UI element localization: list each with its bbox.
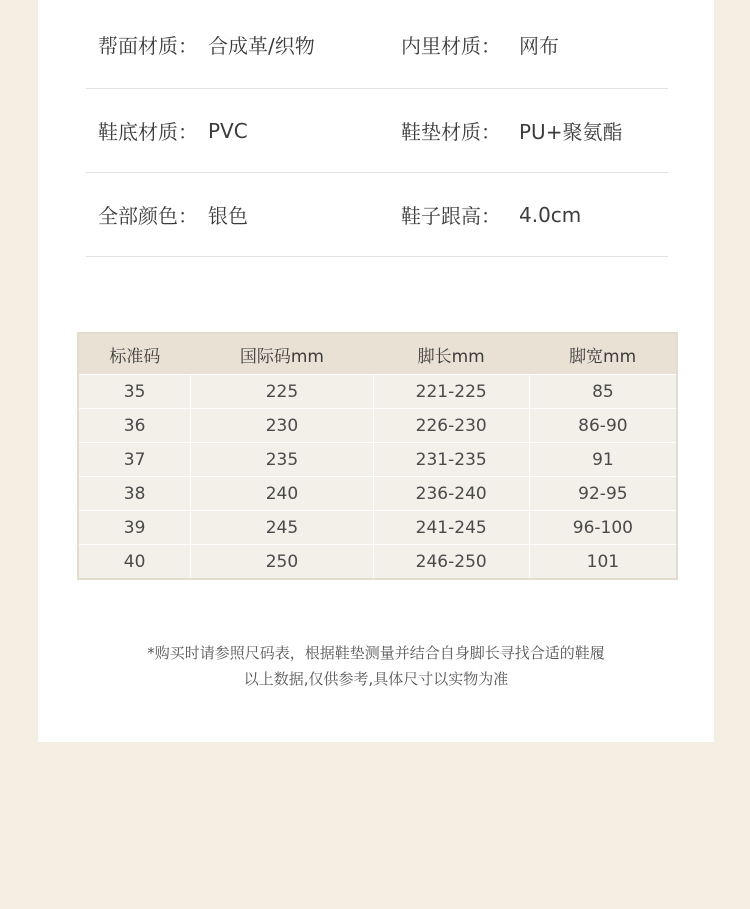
- size-note-line: *购买时请参照尺码表，根据鞋垫测量并结合自身脚长寻找合适的鞋履: [147, 644, 605, 662]
- spec-label: 鞋垫材质：: [401, 120, 501, 144]
- table-cell: 241-245: [373, 511, 529, 545]
- table-cell: 35: [78, 375, 191, 409]
- spec-label: 全部颜色：: [98, 204, 198, 228]
- spec-label: 鞋底材质：: [98, 120, 198, 144]
- table-row: [78, 511, 677, 545]
- table-cell: 250: [191, 545, 373, 580]
- table-cell: 226-230: [373, 409, 529, 443]
- table-cell: 38: [78, 477, 191, 511]
- table-cell: 39: [78, 511, 191, 545]
- product-info-panel: [38, 0, 714, 742]
- spec-row: [86, 89, 668, 173]
- spec-label: 内里材质：: [401, 33, 501, 58]
- table-row: [78, 443, 677, 477]
- spec-label: 鞋子跟高：: [401, 204, 501, 228]
- size-note-line: 以上数据,仅供参考,具体尺寸以实物为准: [243, 670, 509, 688]
- table-cell: 230: [191, 409, 373, 443]
- spec-value: 4.0cm: [519, 202, 582, 227]
- spec-value: PU+聚氨酯: [519, 120, 623, 144]
- size-chart-header-row: [78, 333, 677, 375]
- table-cell: 246-250: [373, 545, 529, 580]
- table-cell: 231-235: [373, 443, 529, 477]
- size-note: [38, 640, 714, 692]
- spec-lining-material: [401, 0, 559, 88]
- table-cell: 225: [191, 375, 373, 409]
- table-cell: 236-240: [373, 477, 529, 511]
- spec-value: PVC: [208, 118, 248, 143]
- spec-value: 合成革/织物: [208, 33, 315, 58]
- table-row: [78, 375, 677, 409]
- table-cell: 96-100: [529, 511, 677, 545]
- table-row: [78, 409, 677, 443]
- table-row: [78, 477, 677, 511]
- table-cell: 40: [78, 545, 191, 580]
- table-cell: 235: [191, 443, 373, 477]
- spec-value: 网布: [519, 33, 559, 58]
- column-header-international-size: 国际码mm: [191, 333, 373, 375]
- table-cell: 245: [191, 511, 373, 545]
- size-chart-table: [77, 332, 678, 580]
- spec-row: [86, 0, 668, 89]
- spec-label: 帮面材质：: [98, 33, 198, 58]
- spec-value: 银色: [208, 204, 248, 228]
- table-row: [78, 545, 677, 580]
- column-header-foot-length: 脚长mm: [373, 333, 529, 375]
- spec-sole-material: [98, 89, 248, 172]
- spec-insole-material: [401, 89, 622, 172]
- table-cell: 91: [529, 443, 677, 477]
- spec-list: [86, 0, 668, 257]
- column-header-standard-size: 标准码: [78, 333, 191, 375]
- column-header-foot-width: 脚宽mm: [529, 333, 677, 375]
- table-cell: 86-90: [529, 409, 677, 443]
- table-cell: 240: [191, 477, 373, 511]
- table-cell: 221-225: [373, 375, 529, 409]
- spec-row: [86, 173, 668, 257]
- spec-color: [98, 173, 248, 256]
- spec-upper-material: [98, 0, 315, 88]
- spec-heel-height: [401, 173, 581, 256]
- table-cell: 37: [78, 443, 191, 477]
- table-cell: 101: [529, 545, 677, 580]
- table-cell: 36: [78, 409, 191, 443]
- table-cell: 85: [529, 375, 677, 409]
- table-cell: 92-95: [529, 477, 677, 511]
